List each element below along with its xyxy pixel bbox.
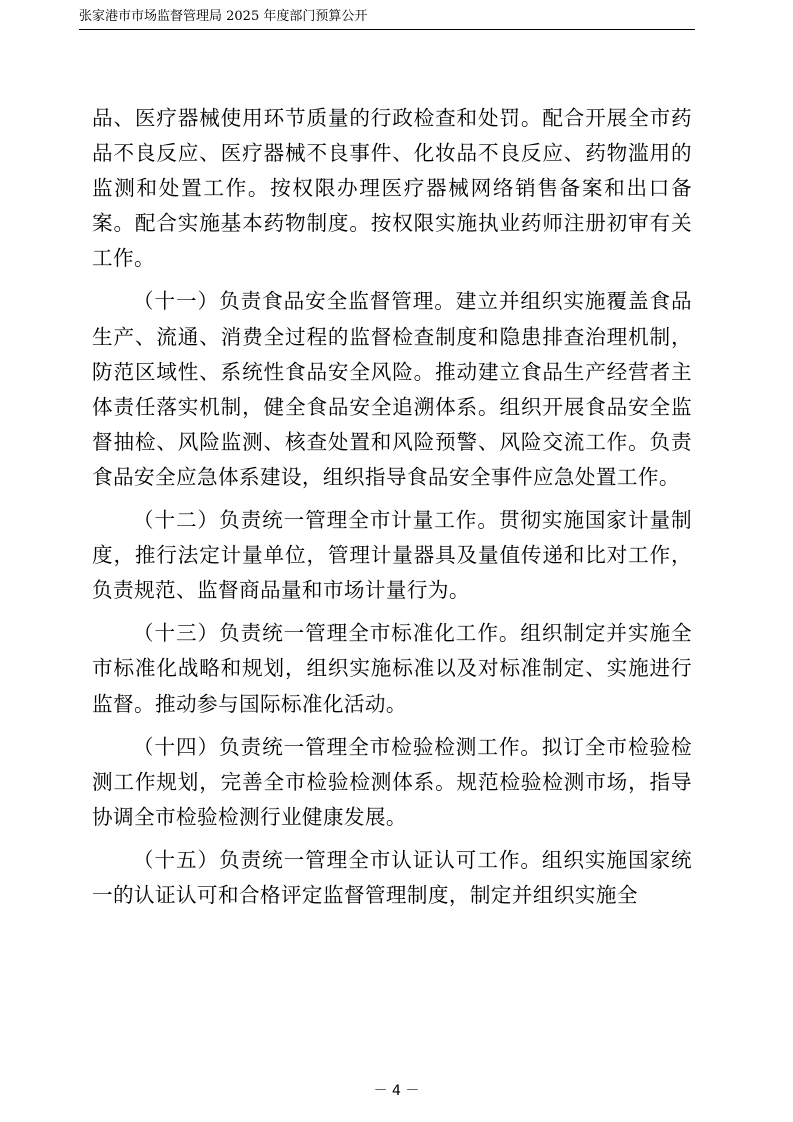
page-number: － 4 － (373, 1083, 420, 1099)
header-divider (79, 29, 695, 30)
paragraph-food-safety: （十一）负责食品安全监督管理。建立并组织实施覆盖食品生产、流通、消费全过程的监督检查制度和隐患排查治理机制，防范区域性、系统性食品安全风险。推动建立食品生产经营者主体责任落实机制，健全食品安全追溯体系。组织开展食品安全监督抽检、风险监测、核查处置和风险预警、风险交流工作。负责食品安全应急体系建设，组织指导食品安全事件应急处置工作。 (92, 289, 692, 489)
paragraph-standardization: （十三）负责统一管理全市标准化工作。组织制定并实施全市标准化战略和规划，组织实施标准以及对标准制定、实施进行监督。推动参与国际标准化活动。 (92, 621, 692, 716)
document-body (92, 101, 692, 921)
paragraph-certification: （十五）负责统一管理全市认证认可工作。组织实施国家统一的认证认可和合格评定监督管理制度，制定并组织实施全 (92, 847, 692, 907)
paragraph-continued: 品、医疗器械使用环节质量的行政检查和处罚。配合开展全市药品不良反应、医疗器械不良事件、化妆品不良反应、药物滥用的监测和处置工作。按权限办理医疗器械网络销售备案和出口备案。配合实施基本药物制度。按权限实施执业药师注册初审有关工作。 (92, 106, 692, 271)
paragraph-metrology: （十二）负责统一管理全市计量工作。贯彻实施国家计量制度，推行法定计量单位，管理计量器具及量值传递和比对工作，负责规范、监督商品量和市场计量行为。 (92, 508, 692, 603)
page-header-title: 张家港市市场监督管理局 2025 年度部门预算公开 (79, 9, 368, 24)
paragraph-inspection-testing: （十四）负责统一管理全市检验检测工作。拟订全市检验检测工作规划，完善全市检验检测体系。规范检验检测市场，指导协调全市检验检测行业健康发展。 (92, 734, 692, 829)
